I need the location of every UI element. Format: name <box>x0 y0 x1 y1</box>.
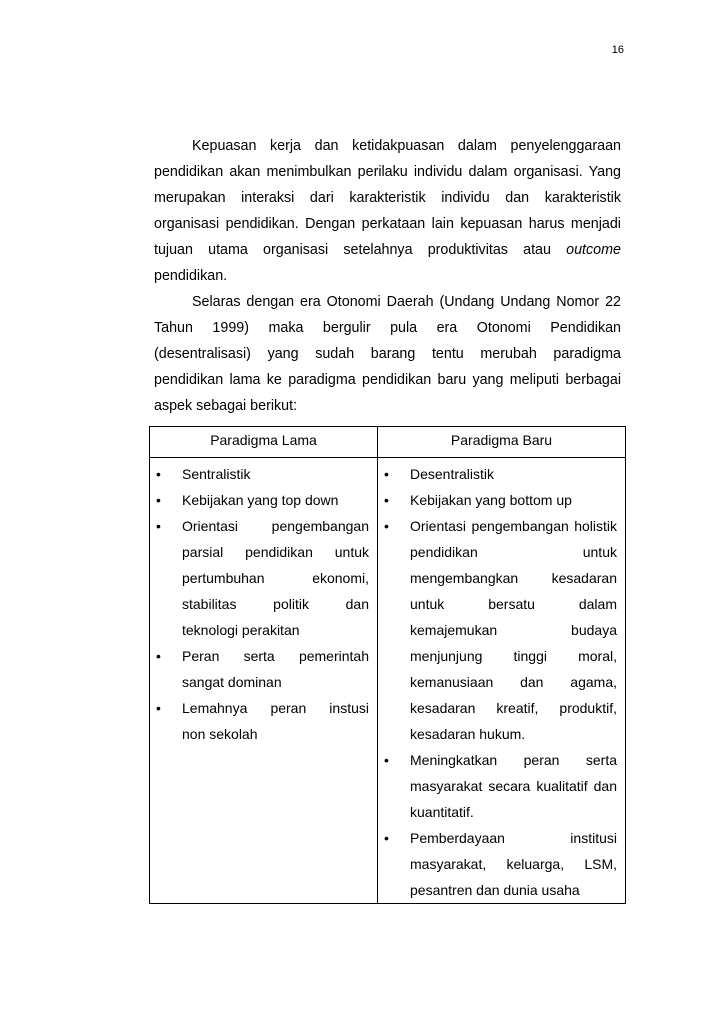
list-item-line: parsial pendidikan untuk <box>182 544 369 560</box>
text-line: (desentralisasi) yang sudah barang tentu merubah paradigma <box>154 346 621 362</box>
bullet-icon: • <box>156 492 161 508</box>
list-item-line: teknologi perakitan <box>182 622 300 638</box>
list-item-line: Lemahnya peran instusi <box>182 700 369 716</box>
list-item-line: pendidikan untuk <box>410 544 617 560</box>
list-item-line: Meningkatkan peran serta <box>410 752 617 768</box>
table-row <box>150 458 626 904</box>
list-item-line: Peran serta pemerintah <box>182 648 369 664</box>
bullet-icon: • <box>384 830 389 846</box>
bullet-icon: • <box>384 466 389 482</box>
list-item <box>384 513 617 747</box>
old-paradigm-list <box>156 458 369 747</box>
bullet-icon: • <box>384 752 389 768</box>
list-item-line: mengembangkan kesadaran <box>410 570 617 586</box>
list-item-line: non sekolah <box>182 726 258 742</box>
old-paradigm-cell <box>150 458 378 904</box>
page-number: 16 <box>611 44 624 56</box>
text-line: pendidikan lama ke paradigma pendidikan baru yang meliputi berbagai <box>154 372 621 388</box>
text-line: Tahun 1999) maka bergulir pula era Otonomi Pendidikan <box>154 320 621 336</box>
list-item-line: Orientasi pengembangan <box>182 518 369 534</box>
list-item-line: masyarakat, keluarga, LSM, <box>410 856 617 872</box>
list-item-line: pesantren dan dunia usaha <box>410 882 580 898</box>
list-item <box>156 643 369 695</box>
list-item-line: pertumbuhan ekonomi, <box>182 570 369 586</box>
italic-term: outcome <box>566 242 621 258</box>
text-line: Kepuasan kerja dan ketidakpuasan dalam penyelenggaraan <box>192 138 621 154</box>
list-item <box>156 461 369 487</box>
list-item-line: Desentralistik <box>410 466 495 482</box>
list-item <box>384 487 617 513</box>
paragraph-1 <box>154 133 621 289</box>
text-line: pendidikan. <box>154 268 228 284</box>
bullet-icon: • <box>156 648 161 664</box>
table-header-row <box>150 427 626 458</box>
list-item <box>384 747 617 825</box>
text-line: merupakan interaksi dari karakteristik individu dan karakteristik <box>154 190 621 206</box>
list-item <box>156 513 369 643</box>
text-line: aspek sebagai berikut: <box>154 398 298 414</box>
bullet-icon: • <box>384 518 389 534</box>
bullet-icon: • <box>156 466 161 482</box>
list-item-line: masyarakat secara kualitatif dan <box>410 778 617 794</box>
text-line: Selaras dengan era Otonomi Daerah (Undang Undang Nomor 22 <box>192 294 621 310</box>
list-item-line: kemajemukan budaya <box>410 622 617 638</box>
list-item-line: Pemberdayaan institusi <box>410 830 617 846</box>
list-item-line: Kebijakan yang bottom up <box>410 492 572 508</box>
list-item <box>156 695 369 747</box>
body-text <box>154 133 621 419</box>
list-item-line: kuantitatif. <box>410 804 474 820</box>
list-item-line: menjunjung tinggi moral, <box>410 648 617 664</box>
list-item-line: Sentralistik <box>182 466 251 482</box>
list-item-line: kesadaran hukum. <box>410 726 526 742</box>
paradigm-comparison-table <box>149 426 626 904</box>
list-item-line: Kebijakan yang top down <box>182 492 339 508</box>
list-item-line: untuk bersatu dalam <box>410 596 617 612</box>
list-item-line: kesadaran kreatif, produktif, <box>410 700 617 716</box>
new-paradigm-list <box>384 458 617 903</box>
header-new-paradigm: Paradigma Baru <box>378 427 626 458</box>
list-item-line: Orientasi pengembangan holistik <box>410 518 617 534</box>
bullet-icon: • <box>156 700 161 716</box>
text-line: tujuan utama organisasi setelahnya produktivitas atau outcome <box>154 242 621 258</box>
text-line: pendidikan akan menimbulkan perilaku individu dalam organisasi. Yang <box>154 164 621 180</box>
header-old-paradigm: Paradigma Lama <box>150 427 378 458</box>
list-item <box>384 825 617 903</box>
bullet-icon: • <box>384 492 389 508</box>
list-item <box>384 461 617 487</box>
bullet-icon: • <box>156 518 161 534</box>
paragraph-2 <box>154 289 621 419</box>
list-item-line: sangat dominan <box>182 674 282 690</box>
text-line: organisasi pendidikan. Dengan perkataan lain kepuasan harus menjadi <box>154 216 621 232</box>
list-item-line: kemanusiaan dan agama, <box>410 674 617 690</box>
new-paradigm-cell <box>378 458 626 904</box>
list-item-line: stabilitas politik dan <box>182 596 369 612</box>
list-item <box>156 487 369 513</box>
